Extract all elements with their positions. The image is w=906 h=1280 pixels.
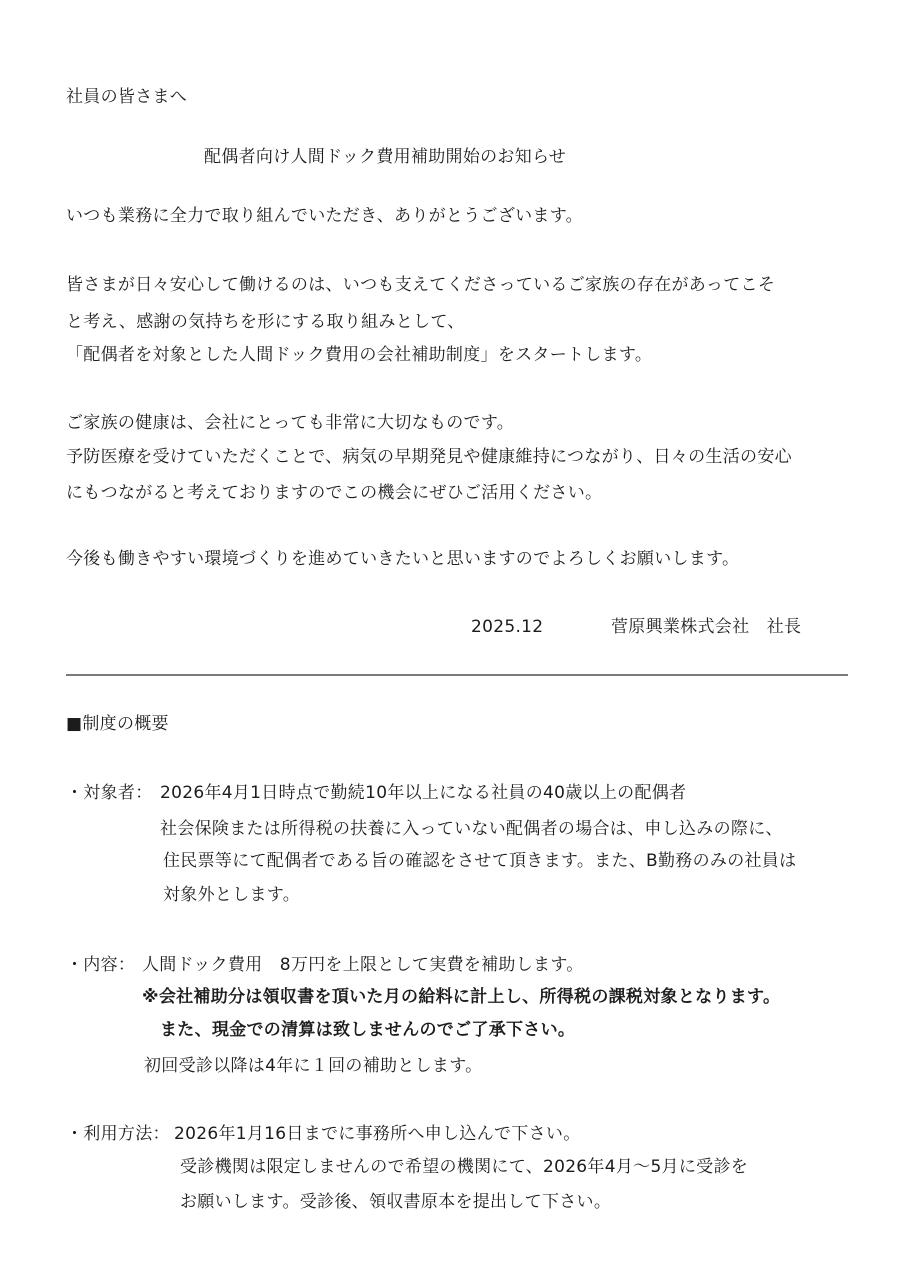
target-line: 対象外とします。 (163, 885, 301, 905)
usage-label: ・利用方法： (66, 1124, 170, 1144)
para2-line: にもつながると考えておりますのでこの機会にぜひご活用ください。 (66, 483, 603, 503)
usage-line: お願いします。受診後、領収書原本を提出して下さい。 (180, 1192, 612, 1212)
para1-line: 皆さまが日々安心して働けるのは、いつも支えてくださっているご家族の存在があってこそ (66, 275, 776, 295)
usage-line: 2026年1月16日までに事務所へ申し込んで下さい。 (174, 1124, 581, 1144)
target-line: 社会保険または所得税の扶養に入っていない配偶者の場合は、申し込みの際に、 (160, 819, 783, 839)
greeting: 社員の皆さまへ (66, 87, 188, 107)
content-notice-line: ※会社補助分は領収書を頂いた月の給料に計上し、所得税の課税対象となります。 (142, 987, 781, 1007)
target-line: 2026年4月1日時点で勤続10年以上になる社員の40歳以上の配偶者 (160, 783, 687, 803)
target-label: ・対象者： (66, 783, 153, 803)
usage-line: 受診機関は限定しませんので希望の機関にて、2026年4月～5月に受診を (180, 1157, 749, 1177)
signature-company: 菅原興業株式会社 社長 (611, 617, 802, 637)
para2-line: ご家族の健康は、会社にとっても非常に大切なものです。 (66, 413, 515, 433)
content-notice-line: また、現金での清算は致しませんのでご了承下さい。 (160, 1020, 576, 1040)
para1-line: と考え、感謝の気持ちを形にする取り組みとして、 (66, 312, 465, 332)
content-label: ・内容： (66, 955, 136, 975)
content-line: 初回受診以降は4年に１回の補助とします。 (144, 1056, 483, 1076)
para2-line: 予防医療を受けていただくことで、病気の早期発見や健康維持につながり、日々の生活の安心 (66, 447, 792, 467)
overview-heading: ■制度の概要 (66, 714, 169, 734)
para1-line: 「配偶者を対象とした人間ドック費用の会社補助制度」をスタートします。 (66, 345, 653, 365)
closing-text: 今後も働きやすい環境づくりを進めていきたいと思いますのでよろしくお願いします。 (66, 549, 740, 569)
intro-text: いつも業務に全力で取り組んでいただき、ありがとうございます。 (66, 206, 583, 226)
content-line: 人間ドック費用 8万円を上限として実費を補助します。 (142, 955, 584, 975)
section-divider (66, 674, 848, 676)
target-line: 住民票等にて配偶者である旨の確認をさせて頂きます。また、B勤務のみの社員は (163, 851, 797, 871)
document-title: 配偶者向け人間ドック費用補助開始のお知らせ (204, 147, 567, 167)
signature-date: 2025.12 (471, 617, 544, 637)
